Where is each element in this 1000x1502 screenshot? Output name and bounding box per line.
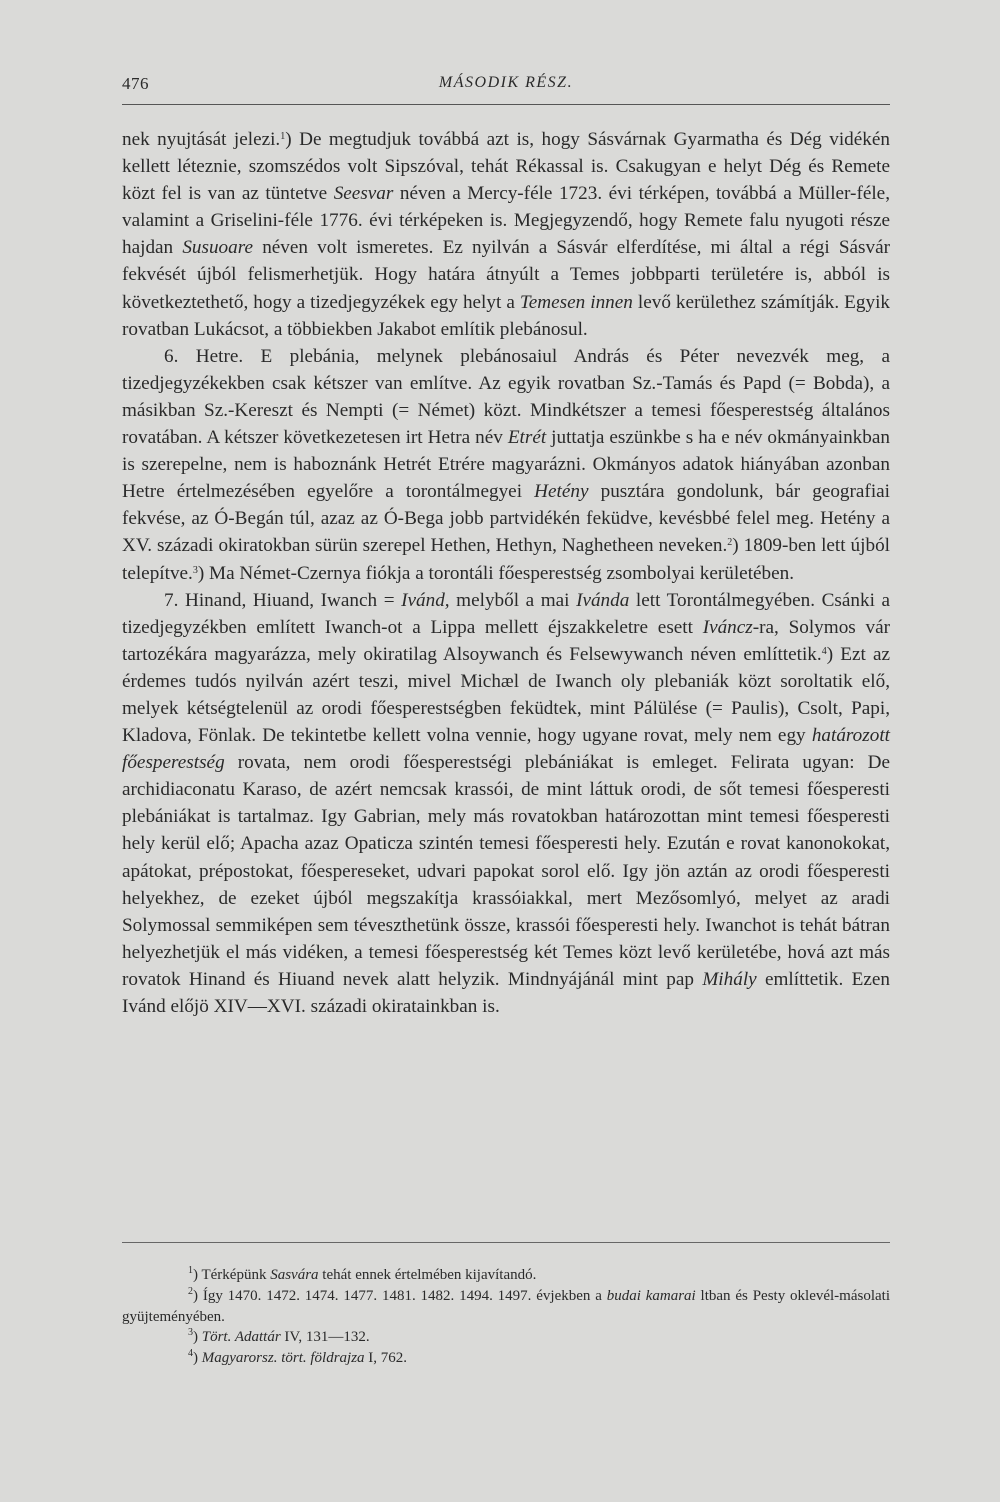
text-run: lett Torontálmegyében. Csánki a tizedjegyzékben említett Iwanch-ot a Lippa mellett éjszakkeletre esett: [122, 589, 890, 638]
page-header: [122, 74, 890, 100]
paragraph-hetre: [122, 343, 890, 587]
text-run: néven volt ismeretes. Ez nyilván a Sásvár elferdítése, mi által a régi Sásvár fekvését újból felismerhetjük. Hogy határa átnyúlt a Temes jobbparti területére is, abból is következtethető, hogy a tizedjegyzékek egy helyt a: [122, 237, 890, 313]
italic-term: Seesvar: [333, 183, 394, 205]
page-number: 476: [122, 74, 149, 93]
header-rule: [122, 104, 890, 105]
italic-term: Mihály: [702, 968, 757, 990]
text-run: ) Ma Német-Czernya fiókja a torontáli főesperestség zsombolyai kerületében.: [197, 562, 795, 584]
text-run: említtetik. Ezen Ivánd előjö XIV—XVI. századi okiratainkban is.: [122, 968, 890, 1017]
italic-term: budai kamarai: [606, 1287, 696, 1304]
text-run: melyből a mai: [449, 589, 577, 611]
text-run: I, 762.: [364, 1350, 408, 1367]
footnote-mark: 2: [188, 1285, 193, 1297]
text-run: 7. Hinand, Hiuand, Iwanch =: [164, 589, 402, 611]
italic-term: Iváncz: [702, 616, 753, 638]
text-run: 6. Hetre. E plebánia, melynek plebánosaiul András és Péter nevezvék meg, a tizedjegyzékekben csak kétszer van említve. Az egyik rovatban Sz.-Tamás és Papd (= Bobda), a másikban Sz.-Kereszt és Nempti (= Német) közt. Mindkétszer a temesi főesperestség általános rovatában. A kétszer következetesen irt Hetra név: [122, 345, 890, 449]
paragraph-sasvar: [122, 126, 890, 343]
text-run: nek nyujtását jelezi.: [122, 129, 281, 150]
footnote-mark: 1: [188, 1265, 193, 1276]
text-run: ) Ezt az érdemes tudós nyilván azért teszi, mivel Michæl de Iwanch oly plebaniák közt soroltatik elő, melyek kétségtelenül az orodi főesperestségben feküdtek, mint Pálülése (= Paulis), Csolt, Papi, Kladova, Fönlak. De tekintetbe kellett volna vennie, hogy ugyane rovat, mely nem egy: [122, 643, 890, 747]
footnote-ref: 2: [727, 537, 733, 549]
main-text: [122, 126, 890, 1020]
text-run: levő kerülethez számítják. Egyik rovatban Lukácsot, a többiekben Jakabot említik plebánosul.: [122, 291, 890, 340]
footnote-2: [122, 1286, 890, 1328]
text-run: tehát ennek értelmében kijavítandó.: [318, 1267, 537, 1283]
italic-term: Tört. Adattár: [201, 1329, 281, 1346]
running-head: MÁSODIK RÉSZ.: [438, 74, 574, 91]
text-run: ) Térképünk: [193, 1267, 271, 1283]
footnote-1: [122, 1265, 890, 1286]
footnote-3: [122, 1327, 890, 1348]
text-run: néven a Mercy-féle 1723. évi térképen, továbbá a Müller-féle, valamint a Griselini-féle 1776. évi térképeken is. Megjegyzendő, hogy Remete falu nyugoti része hajdan: [122, 183, 890, 259]
italic-term: Sasvára: [270, 1267, 319, 1283]
footnotes: [122, 1265, 890, 1369]
text-run: rovata, nem orodi főesperestségi plebániákat is emleget. Felirata ugyan: De archidiaconatu Karaso, de azért nemcsak krassói, de mint láttuk orodi, de sőt temesi főesperesti plebániákat is tartalmaz. Igy Gabrian, mely más rovatokban határozottan mint temesi főesperesti hely kerül elő; Apacha azaz Opaticza szintén temesi főesperesti hely. Ezután e rovat kanonokokat, apátokat, prépostokat, főespereseket, udvari papokat sorol elő. Igy jön aztán az orodi főesperesti helyekhez, de ezeket újból megszakítja krassóiakkal, mert Mezősomlyó, melyet az aradi Solymossal semmiképen sem téveszthetünk össze, krassói főesperesti hely. Iwanchot is tehát bátran helyezhetjük el más vidéken, a temesi főesperestség két Temes közt levő kerületébe, hová azt más rovatok Hinand és Hiuand nevek alatt helyzik. Mindnyájánál mint pap: [122, 752, 890, 990]
text-run: pusztára gondolunk, bár geografiai fekvése, az Ó-Begán túl, azaz az Ó-Bega jobb partvidékén feküdve, kevésbbé felel meg. Hetény a XV. századi okiratokban sürün szerepel Hethen, Hethyn, Naghetheen neveken.: [122, 481, 891, 557]
italic-term: Ivánd,: [401, 589, 450, 611]
footnote-ref: 4: [821, 645, 827, 657]
text-run: ) Így 1470. 1472. 1474. 1477. 1481. 1482. 1494. 1497. évjekben a: [193, 1287, 607, 1304]
footnote-rule: [122, 1242, 890, 1243]
text-run: ): [193, 1350, 202, 1367]
italic-term: Temesen innen: [519, 291, 633, 313]
italic-term: Susuoare: [182, 237, 254, 259]
paragraph-hinand: [122, 587, 890, 1021]
text-run: juttatja eszünkbe s ha e név okmányainkban is szerepelne, nem is haboznánk Hetrét Etrére magyarázni. Okmányos adatok hiányában azonban Hetre értelmezésében egyelőre a torontálmegyei: [122, 427, 890, 503]
footnote-mark: 4: [188, 1348, 193, 1360]
italic-term: határozott főesperestség: [122, 725, 890, 774]
text-run: ): [193, 1329, 202, 1346]
italic-term: Etrét: [507, 427, 547, 449]
italic-term: Ivánda: [576, 589, 630, 611]
text-run: -ra, Solymos vár tartozékára magyarázza, mely okiratilag Alsoywanch és Felsewywanch néven említtetik.: [122, 616, 890, 665]
footnote-ref: 1: [280, 131, 286, 142]
text-run: ) De megtudjuk továbbá azt is, hogy Sásvárnak Gyarmatha és Dég vidékén kellett léteznie, szomszédos volt Sipszóval, tehát Rékassal is. Csakugyan e helyt Dég és Remete közt fel is van az tüntetve: [122, 129, 890, 205]
footnote-4: [122, 1348, 890, 1369]
footnote-ref: 3: [192, 564, 198, 576]
text-run: ltban és Pesty oklevél-másolati gyüjteményében.: [122, 1287, 890, 1325]
italic-term: Magyarorsz. tört. földrajza: [201, 1350, 365, 1367]
text-run: ) 1809-ben lett újból telepítve.: [122, 535, 890, 584]
text-run: IV, 131—132.: [280, 1329, 370, 1346]
italic-term: Hetény: [534, 481, 589, 503]
footnote-mark: 3: [188, 1327, 193, 1339]
